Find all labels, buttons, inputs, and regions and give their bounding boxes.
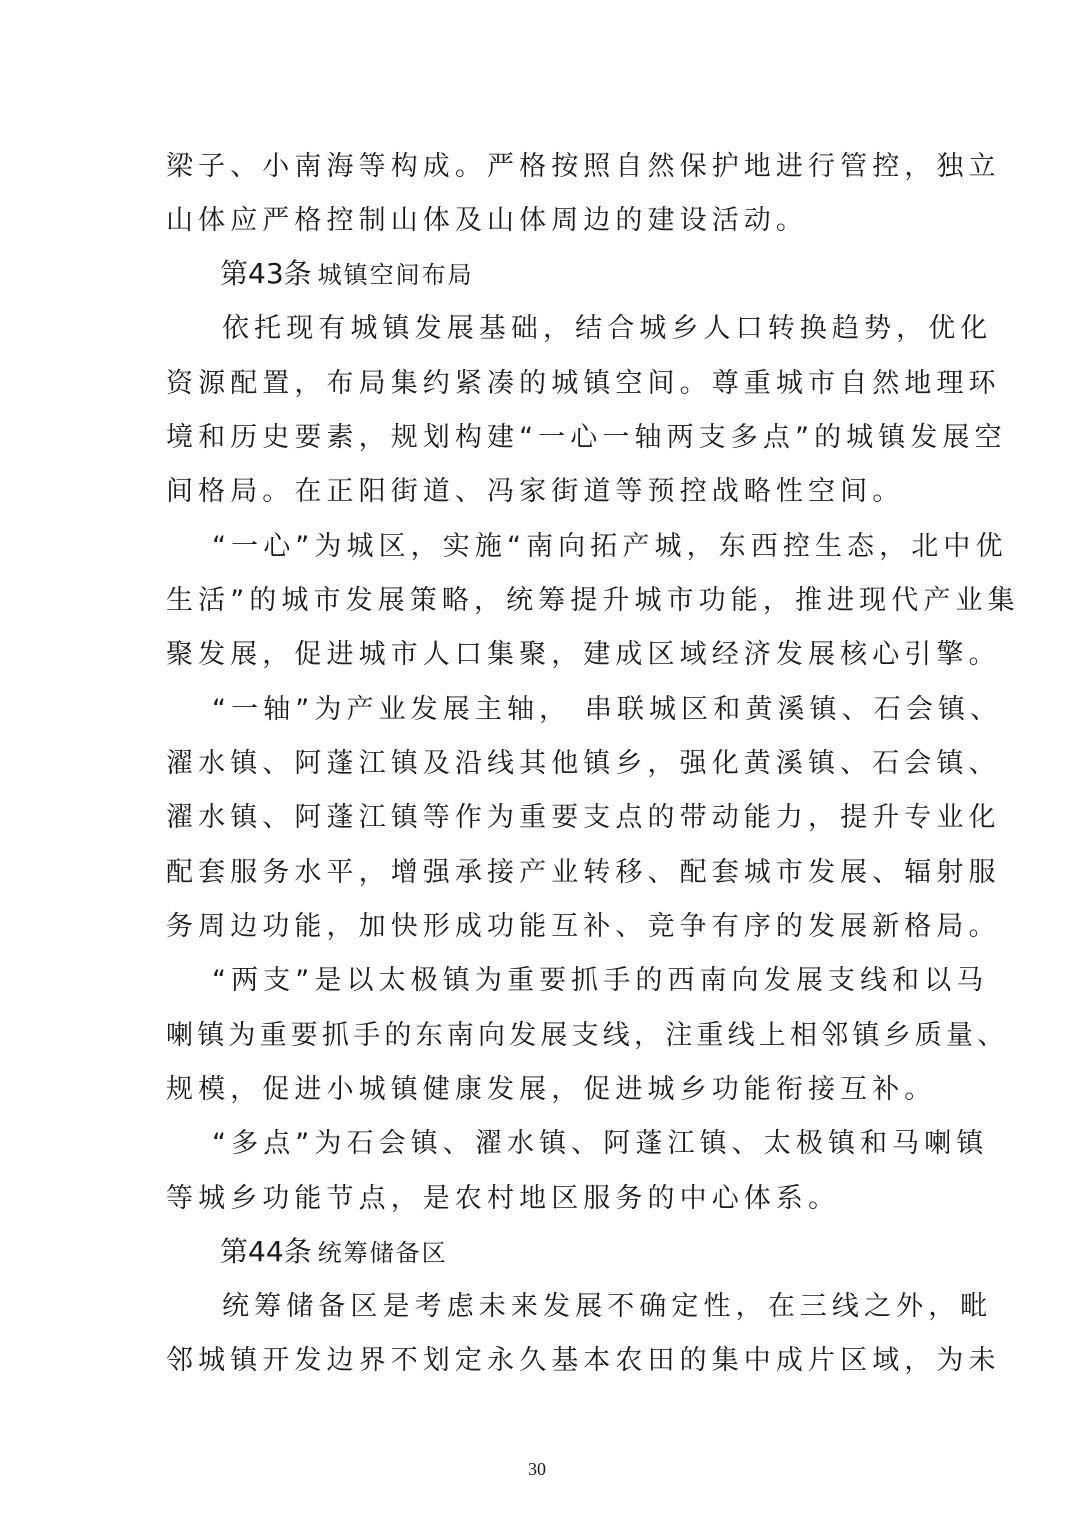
page-number: 30 [528, 1459, 546, 1479]
body-line: “两支”是以太极镇为重要抓手的西南向发展支线和以马 [212, 965, 989, 996]
body-line: 统筹储备区是考虑未来发展不确定性，在三线之外，毗 [222, 1291, 993, 1322]
body-line: “一心”为城区，实施“南向拓产城，东西控生态，北中优 [212, 531, 1008, 562]
body-line: 喇镇为重要抓手的东南向发展支线，注重线上相邻镇乡质量、 [166, 1020, 1009, 1051]
body-line: 等城乡功能节点，是农村地区服务的中心体系。 [166, 1183, 841, 1214]
section-44-heading [220, 1232, 448, 1272]
body-line: 境和历史要素，规划构建“一心一轴两支多点”的城镇发展空 [166, 422, 1007, 453]
body-line: 务周边功能，加快形成功能互补、竞争有序的发展新格局。 [166, 911, 1001, 942]
body-line: 间格局。在正阳街道、冯家街道等预控战略性空间。 [166, 476, 905, 507]
body-line: 山体应严格控制山体及山体周边的建设活动。 [166, 205, 808, 236]
section-44-number: 第44条 [220, 1235, 312, 1268]
body-line: 濯水镇、阿蓬江镇及沿线其他镇乡，强化黄溪镇、石会镇、 [166, 748, 1001, 779]
body-line: 邻城镇开发边界不划定永久基本农田的集中成片区域，为未 [166, 1345, 1001, 1376]
body-line: 生活”的城市发展策略，统筹提升城市功能，推进现代产业集 [166, 585, 1020, 616]
section-43-title: 城镇空间布局 [317, 261, 474, 289]
section-44-title: 统筹储备区 [317, 1239, 448, 1267]
body-line: 资源配置，布局集约紧凑的城镇空间。尊重城市自然地理环 [166, 368, 1001, 399]
section-43-number: 第43条 [220, 257, 312, 290]
body-line: 濯水镇、阿蓬江镇等作为重要支点的带动能力，提升专业化 [166, 802, 1001, 833]
body-line: 配套服务水平，增强承接产业转移、配套城市发展、辐射服 [166, 857, 1001, 888]
body-line: “一轴”为产业发展主轴， 串联城区和黄溪镇、石会镇、 [212, 694, 1003, 725]
body-line: “多点”为石会镇、濯水镇、阿蓬江镇、太极镇和马喇镇 [212, 1128, 989, 1159]
body-line: 梁子、小南海等构成。严格按照自然保护地进行管控，独立 [166, 151, 1001, 182]
body-line: 聚发展，促进城市人口集聚，建成区域经济发展核心引擎。 [166, 639, 1001, 670]
section-43-heading [220, 254, 474, 294]
body-line: 依托现有城镇发展基础，结合城乡人口转换趋势，优化 [222, 313, 993, 344]
body-line: 规模，促进小城镇健康发展，促进城乡功能衔接互补。 [166, 1074, 937, 1105]
